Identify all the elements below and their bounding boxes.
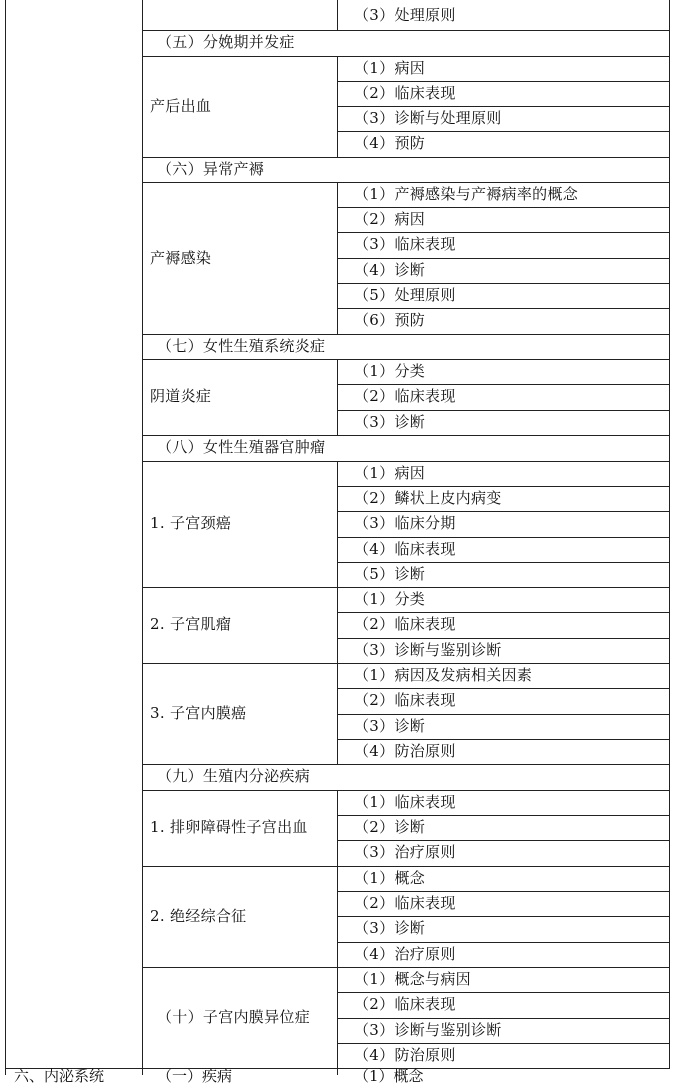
item: （3）诊断与鉴别诊断 <box>354 641 502 659</box>
item: （1）概念与病因 <box>354 970 471 988</box>
column-divider-1 <box>142 0 143 1075</box>
item: （4）诊断 <box>354 261 426 279</box>
item: （2）鳞状上皮内病变 <box>354 489 502 507</box>
item: （2）临床表现 <box>354 894 456 912</box>
column-divider-2 <box>337 359 338 435</box>
item: （3）临床表现 <box>354 235 456 253</box>
item: （3）诊断 <box>354 717 426 735</box>
item: （2）病因 <box>354 210 426 228</box>
subtopic: 产褥感染 <box>150 249 212 267</box>
item: （5）诊断 <box>354 565 426 583</box>
item: （1）分类 <box>354 362 426 380</box>
subtopic: 1. 排卵障碍性子宫出血 <box>150 818 308 836</box>
item: （4）防治原则 <box>354 742 456 760</box>
item: （1）概念 <box>354 869 426 887</box>
subtopic: 1. 子宫颈癌 <box>150 514 232 532</box>
section-heading: （六）异常产褥 <box>157 160 265 178</box>
item: （3）诊断与处理原则 <box>354 109 502 127</box>
item: （3）处理原则 <box>354 6 456 24</box>
subtopic: 2. 子宫肌瘤 <box>150 615 232 633</box>
subtopic: 3. 子宫内膜癌 <box>150 704 247 722</box>
subtopic: （十）子宫内膜异位症 <box>157 1008 311 1026</box>
item: （1）分类 <box>354 590 426 608</box>
item: （1）临床表现 <box>354 793 456 811</box>
section-heading: （八）女性生殖器官肿瘤 <box>157 438 326 456</box>
item: （2）临床表现 <box>354 995 456 1013</box>
item: （3）诊断 <box>354 919 426 937</box>
item: （6）预防 <box>354 311 426 329</box>
item: （2）临床表现 <box>354 691 456 709</box>
item: （5）处理原则 <box>354 286 456 304</box>
item: （3）诊断 <box>354 413 426 431</box>
item: （1）病因及发病相关因素 <box>354 666 533 684</box>
item: （3）诊断与鉴别诊断 <box>354 1021 502 1039</box>
item: （1）病因 <box>354 59 426 77</box>
cutoff-row-col1: 六、内泌系统 <box>14 1067 105 1085</box>
table-border-left <box>5 0 6 1075</box>
item: （4）防治原则 <box>354 1046 456 1064</box>
item: （3）临床分期 <box>354 514 456 532</box>
item: （2）临床表现 <box>354 615 456 633</box>
item: （4）临床表现 <box>354 540 456 558</box>
table-border-right <box>669 0 670 1068</box>
section-heading: （九）生殖内分泌疾病 <box>157 767 311 785</box>
subtopic: 产后出血 <box>150 97 212 115</box>
column-divider-2 <box>337 790 338 1075</box>
item: （1）病因 <box>354 464 426 482</box>
item: （1）产褥感染与产褥病率的概念 <box>354 185 579 203</box>
column-divider-2 <box>337 0 338 30</box>
item: （4）治疗原则 <box>354 945 456 963</box>
subtopic: 阴道炎症 <box>150 387 212 405</box>
item: （2）临床表现 <box>354 387 456 405</box>
subtopic: 2. 绝经综合征 <box>150 907 247 925</box>
item: （4）预防 <box>354 134 426 152</box>
cutoff-row-col2: （一）疾病 <box>157 1067 233 1085</box>
item: （3）治疗原则 <box>354 843 456 861</box>
item: （2）诊断 <box>354 818 426 836</box>
section-heading: （五）分娩期并发症 <box>157 33 295 51</box>
item: （2）临床表现 <box>354 84 456 102</box>
table-bottom-line <box>5 1068 670 1069</box>
cutoff-row-col3: （1）概念 <box>354 1067 424 1085</box>
section-heading: （七）女性生殖系统炎症 <box>157 337 326 355</box>
